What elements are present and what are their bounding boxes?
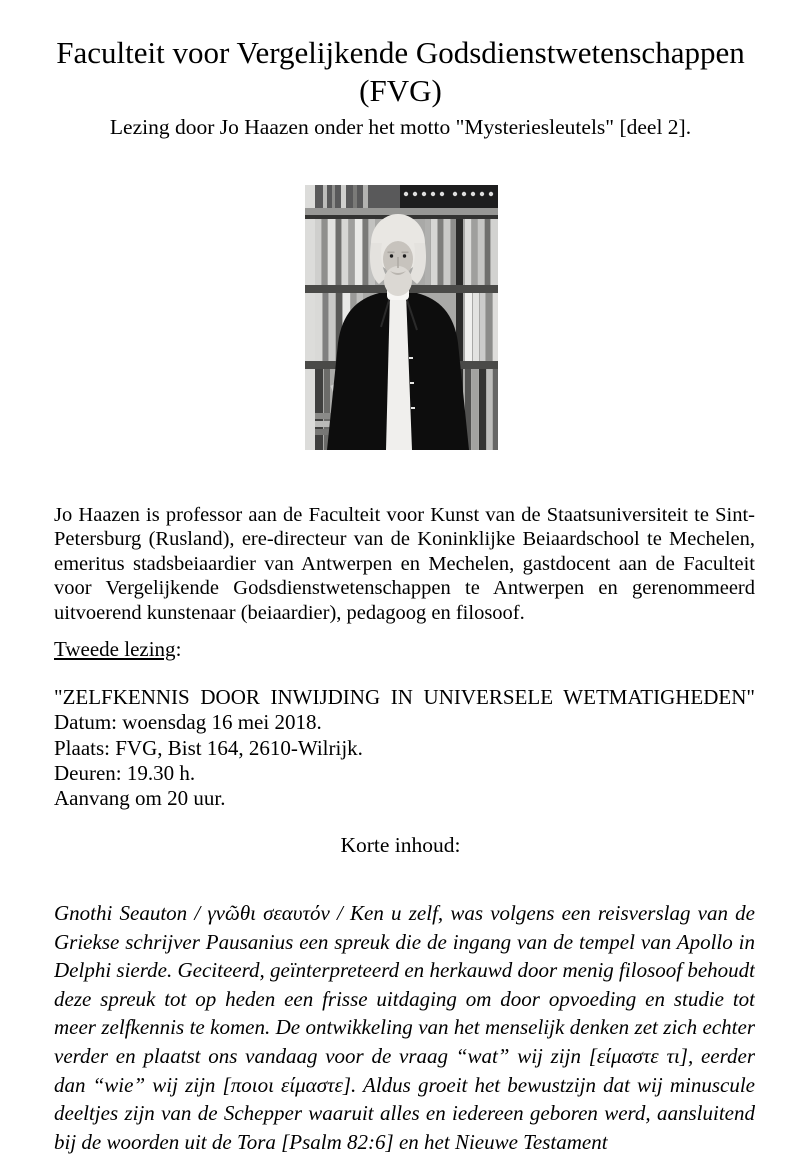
page-subtitle: Lezing door Jo Haazen onder het motto "Mysteriesleutels" [deel 2].	[109, 115, 692, 139]
portrait-photo-illustration	[305, 185, 498, 450]
lecture-title: "ZELFKENNIS DOOR INWIJDING IN UNIVERSELE WETMATIGHEDEN"	[54, 685, 755, 709]
lecture-location: Plaats: FVG, Bist 164, 2610-Wilrijk.	[54, 735, 363, 760]
page-title-suffix: (FVG)	[359, 73, 442, 108]
second-lecture-heading	[54, 637, 181, 662]
document-header	[0, 34, 801, 140]
bio-paragraph: Jo Haazen is professor aan de Faculteit voor Kunst van de Staatsuniversiteit te Sint-Petersburg (Rusland), ere-directeur van de Koninklijke Beiaardschool te Mechelen, emeritus stadsbeiaardier van Antwerpen en Mechelen, gastdocent aan de Faculteit voor Vergelijkende Godsdienstwetenschappen te Antwerpen en gerenommeerd uitvoerend kunstenaar (beiaardier), pedagoog en filosoof.	[54, 503, 755, 624]
second-lecture-colon: :	[175, 637, 182, 661]
lecture-start: Aanvang om 20 uur.	[54, 786, 226, 811]
page-title: Faculteit voor Vergelijkende Godsdienstwetenschappen	[56, 35, 745, 70]
lecture-date: Datum: woensdag 16 mei 2018.	[54, 710, 322, 735]
lecture-details	[54, 685, 755, 811]
lecture-doors: Deuren: 19.30 h.	[54, 760, 196, 785]
summary-paragraph: Gnothi Seauton / γνῶθι σεαυτόν / Ken u zelf, was volgens een reisverslag van de Griekse schrijver Pausanius een spreuk die de ingang van de tempel van Apollo in Delphi sierde. Geciteerd, geïnterpreteerd en herkauwd door menig filosoof behoudt deze spreuk tot op heden een frisse uitdaging om door opvoeding en studie tot meer zelfkennis te komen. De ontwikkeling van het menselijk denken zet zich echter verder en plaatst ons vandaag voor de vraag “wat” wij zijn [είμαστε τι], eerder dan “wie” wij zijn [ποιοι είμαστε]. Aldus groeit het bewustzijn dat wij minuscule deeltjes zijn van de Schepper waaruit alles en iedereen geboren werd, aansluitend bij de woorden uit de Tora [Psalm 82:6] en het Nieuwe Testament	[54, 901, 755, 1154]
second-lecture-label: Tweede lezing	[54, 637, 176, 661]
portrait-photo	[305, 185, 498, 450]
summary-heading: Korte inhoud:	[340, 833, 461, 857]
